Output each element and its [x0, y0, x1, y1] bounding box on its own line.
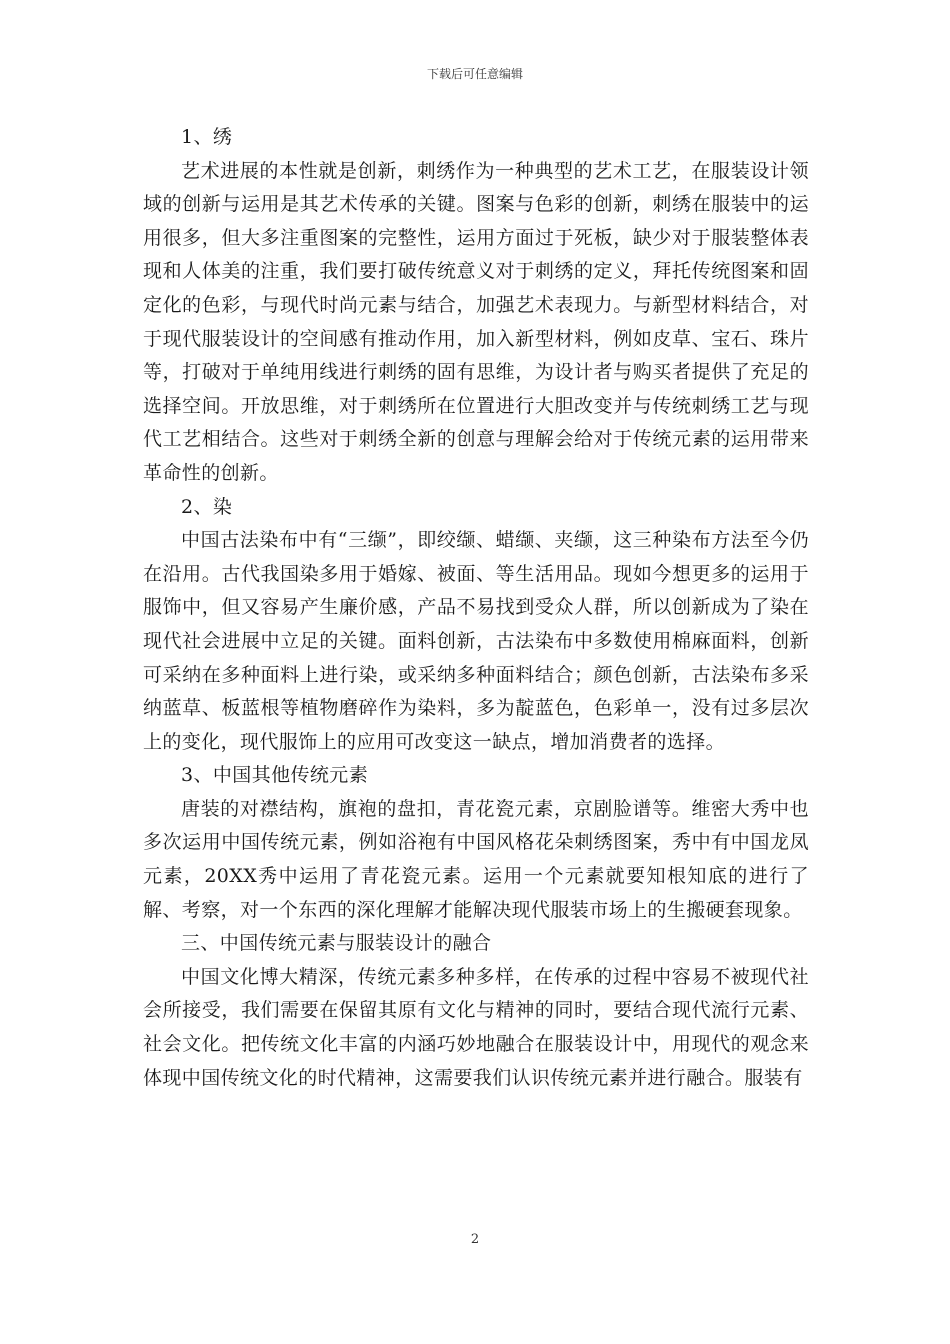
page-header: 下载后可任意编辑 [426, 67, 523, 81]
section-heading-fusion: 三、中国传统元素与服装设计的融合 [181, 932, 492, 955]
section-paragraph-fusion: 中国文化博大精深，传统元素多种多样，在传承的过程中容易不被现代社会所接受，我们需要在保留其原有文化与精神的同时，要结合现代流行元素、社会文化。把传统文化丰富的内涵巧妙地融合在服装设计中，用现代的观念来体现中国传统文化的时代精神，这需要我们认识传统元素并进行融合。服装有 [143, 965, 809, 1089]
section-heading-other-elements: 3、中国其他传统元素 [181, 764, 369, 787]
section-paragraph-embroidery: 艺术进展的本性就是创新，刺绣作为一种典型的艺术工艺，在服装设计领域的创新与运用是其艺术传承的关键。图案与色彩的创新，刺绣在服装中的运用很多，但大多注重图案的完整性，运用方面过于死板，缺少对于服装整体表现和人体美的注重，我们要打破传统意义对于刺绣的定义，拜托传统图案和固定化的色彩，与现代时尚元素与结合，加强艺术表现力。与新型材料结合，对于现代服装设计的空间感有推动作用，加入新型材料，例如皮草、宝石、珠片等，打破对于单纯用线进行刺绣的固有思维，为设计者与购买者提供了充足的选择空间。开放思维，对于刺绣所在位置进行大胆改变并与传统刺绣工艺与现代工艺相结合。这些对于刺绣全新的创意与理解会给对于传统元素的运用带来革命性的创新。 [143, 159, 809, 484]
section-paragraph-dyeing: 中国古法染布中有“三缬”，即绞缬、蜡缬、夹缬，这三种染布方法至今仍在沿用。古代我国染多用于婚嫁、被面、等生活用品。现如今想更多的运用于服饰中，但又容易产生廉价感，产品不易找到受众人群，所以创新成为了染在现代社会进展中立足的关键。面料创新，古法染布中多数使用棉麻面料，创新可采纳在多种面料上进行染，或采纳多种面料结合；颜色创新，古法染布多采纳蓝草、板蓝根等植物磨碎作为染料，多为靛蓝色，色彩单一，没有过多层次上的变化，现代服饰上的应用可改变这一缺点，增加消费者的选择。 [143, 529, 809, 753]
section-heading-dyeing: 2、染 [181, 495, 233, 518]
section-heading-embroidery: 1、绣 [181, 126, 233, 148]
page-number: 2 [470, 1232, 480, 1247]
section-paragraph-other-elements: 唐装的对襟结构，旗袍的盘扣，青花瓷元素，京剧脸谱等。维密大秀中也多次运用中国传统元素，例如浴袍有中国风格花朵刺绣图案，秀中有中国龙凤元素，20XX秀中运用了青花瓷元素。运用一个元素就要知根知底的进行了解、考察，对一个东西的深化理解才能解决现代服装市场上的生搬硬套现象。 [143, 797, 809, 921]
document-body [143, 121, 809, 1095]
